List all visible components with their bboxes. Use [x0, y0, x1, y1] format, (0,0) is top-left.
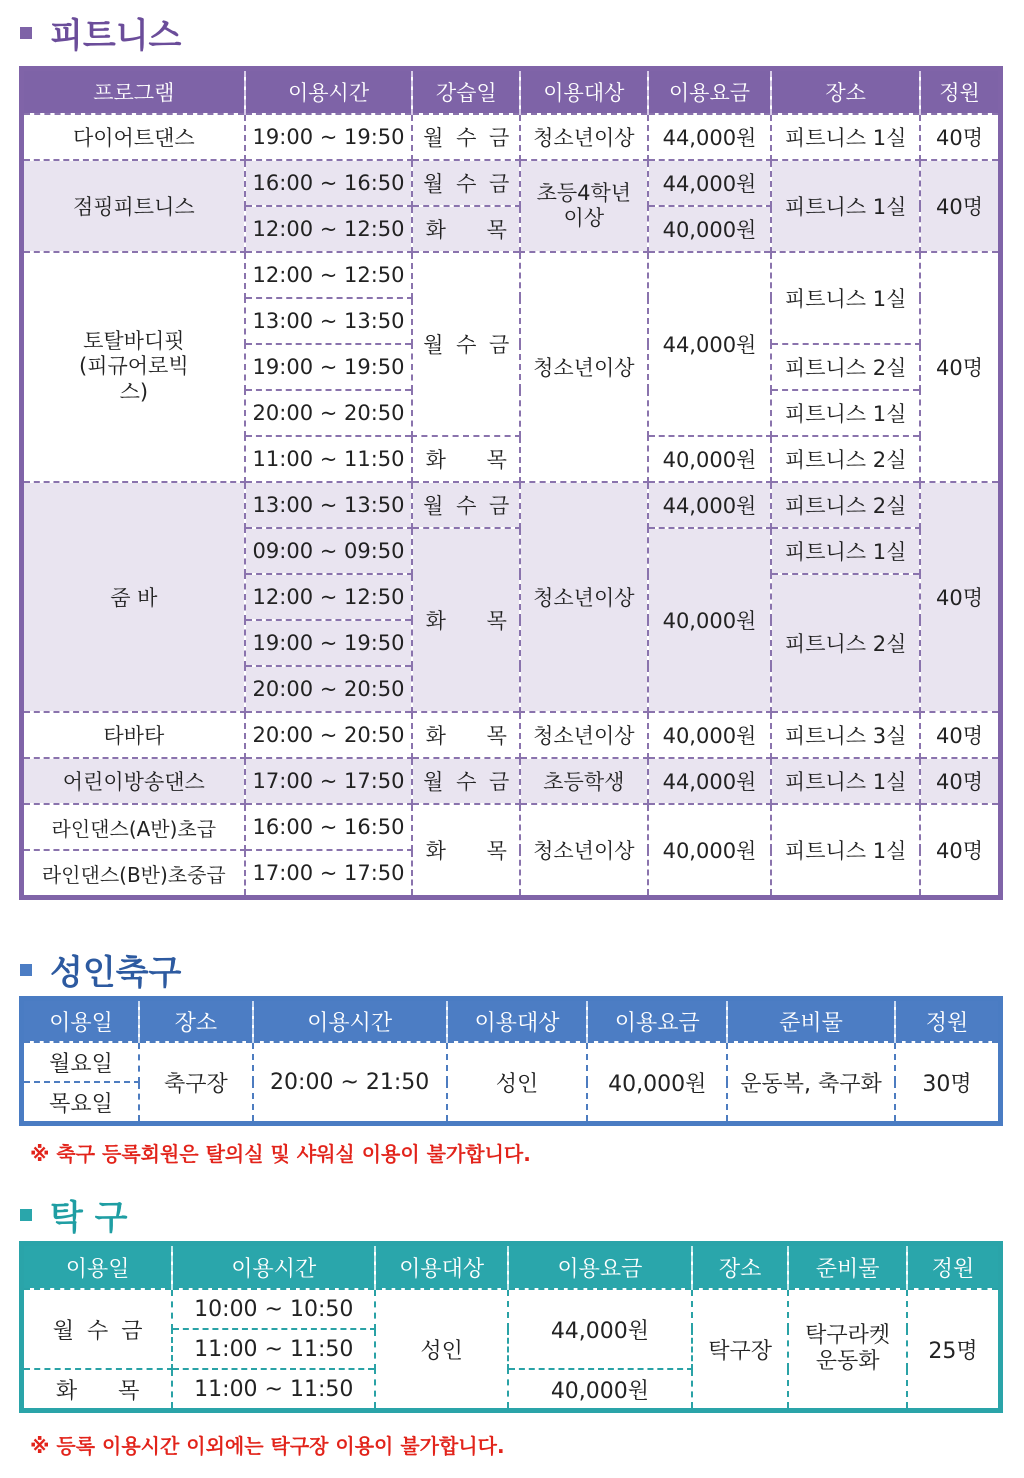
table-row	[22, 804, 1001, 850]
time-cell: 17:00 ~ 17:50	[245, 850, 413, 898]
day-cell: 화 목	[412, 712, 520, 758]
time-cell: 16:00 ~ 16:50	[245, 160, 413, 206]
square-bullet-icon	[20, 964, 32, 976]
fee-cell: 40,000원	[648, 528, 772, 712]
place-cell: 피트니스 2실	[771, 344, 920, 390]
day-cell: 월 수 금	[412, 160, 520, 206]
target-cell: 청소년이상	[520, 804, 648, 898]
place-cell: 피트니스 2실	[771, 574, 920, 712]
place-cell: 축구장	[139, 1042, 253, 1124]
place-cell: 피트니스 3실	[771, 712, 920, 758]
fee-cell: 40,000원	[508, 1369, 692, 1411]
target-cell: 성인	[375, 1289, 508, 1411]
header-time: 이용시간	[253, 999, 447, 1043]
target-cell: 초등학생	[520, 758, 648, 804]
football-title: 성인축구	[50, 953, 182, 993]
pingpong-header-row	[22, 1244, 1001, 1290]
fee-cell: 44,000원	[648, 160, 772, 206]
capacity-cell: 25명	[907, 1289, 1001, 1411]
time-cell: 16:00 ~ 16:50	[245, 804, 413, 850]
header-capacity: 정원	[895, 999, 1001, 1043]
target-cell: 청소년이상	[520, 712, 648, 758]
header-day: 강습일	[412, 69, 520, 115]
fee-cell: 44,000원	[648, 114, 772, 160]
header-items: 준비물	[727, 999, 895, 1043]
capacity-cell: 40명	[920, 804, 1000, 898]
target-cell: 청소년이상	[520, 482, 648, 712]
items-cell: 운동복, 축구화	[727, 1042, 895, 1124]
pingpong-note: ※ 등록 이용시간 이외에는 탁구장 이용이 불가합니다.	[30, 1434, 505, 1458]
header-place: 장소	[139, 999, 253, 1043]
program-cell: 어린이방송댄스	[22, 758, 245, 804]
square-bullet-icon	[20, 1209, 32, 1221]
header-target: 이용대상	[447, 999, 588, 1043]
header-fee: 이용요금	[508, 1244, 692, 1290]
header-time: 이용시간	[245, 69, 413, 115]
time-cell: 20:00 ~ 20:50	[245, 712, 413, 758]
program-cell: 토탈바디핏 (피규어로빅스)	[22, 252, 245, 482]
time-cell: 19:00 ~ 19:50	[245, 620, 413, 666]
day-cell: 월 수 금	[22, 1289, 173, 1369]
time-cell: 11:00 ~ 11:50	[172, 1329, 375, 1369]
header-fee: 이용요금	[648, 69, 772, 115]
time-cell: 13:00 ~ 13:50	[245, 482, 413, 528]
time-cell: 13:00 ~ 13:50	[245, 298, 413, 344]
time-cell: 20:00 ~ 21:50	[253, 1042, 447, 1124]
table-row	[22, 482, 1001, 528]
pingpong-table	[19, 1241, 1003, 1413]
fee-cell: 40,000원	[587, 1042, 727, 1124]
target-cell: 청소년이상	[520, 114, 648, 160]
program-cell: 타바타	[22, 712, 245, 758]
place-cell: 피트니스 2실	[771, 482, 920, 528]
fitness-header-row	[22, 69, 1001, 115]
capacity-cell: 40명	[920, 114, 1000, 160]
day-cell: 월 수 금	[412, 482, 520, 528]
day-cell: 목요일	[22, 1082, 140, 1124]
football-note: ※ 축구 등록회원은 탈의실 및 샤워실 이용이 불가합니다.	[30, 1142, 531, 1166]
time-cell: 11:00 ~ 11:50	[245, 436, 413, 482]
fee-cell: 44,000원	[648, 252, 772, 436]
time-cell: 09:00 ~ 09:50	[245, 528, 413, 574]
day-cell: 화 목	[22, 1369, 173, 1411]
program-cell: 다이어트댄스	[22, 114, 245, 160]
time-cell: 19:00 ~ 19:50	[245, 114, 413, 160]
target-cell: 성인	[447, 1042, 588, 1124]
program-cell: 점핑피트니스	[22, 160, 245, 252]
table-row	[22, 160, 1001, 206]
header-program: 프로그램	[22, 69, 245, 115]
place-cell: 피트니스 1실	[771, 758, 920, 804]
place-cell: 피트니스 2실	[771, 436, 920, 482]
place-cell: 피트니스 1실	[771, 528, 920, 574]
fee-cell: 40,000원	[648, 712, 772, 758]
time-cell: 12:00 ~ 12:50	[245, 206, 413, 252]
football-header-row	[22, 999, 1001, 1043]
fee-cell: 44,000원	[648, 758, 772, 804]
time-cell: 12:00 ~ 12:50	[245, 574, 413, 620]
day-cell: 화 목	[412, 528, 520, 712]
place-cell: 피트니스 1실	[771, 252, 920, 344]
day-cell: 월 수 금	[412, 252, 520, 436]
place-cell: 피트니스 1실	[771, 114, 920, 160]
time-cell: 20:00 ~ 20:50	[245, 390, 413, 436]
fitness-title: 피트니스	[50, 16, 182, 56]
day-cell: 화 목	[412, 436, 520, 482]
header-fee: 이용요금	[587, 999, 727, 1043]
table-row	[22, 114, 1001, 160]
place-cell: 피트니스 1실	[771, 804, 920, 898]
fee-cell: 40,000원	[648, 206, 772, 252]
header-capacity: 정원	[920, 69, 1000, 115]
target-cell: 청소년이상	[520, 252, 648, 482]
capacity-cell: 40명	[920, 252, 1000, 482]
fitness-section-title	[20, 8, 181, 57]
pingpong-section-title	[20, 1190, 128, 1239]
target-cell: 초등4학년 이상	[520, 160, 648, 252]
place-cell: 피트니스 1실	[771, 390, 920, 436]
capacity-cell: 30명	[895, 1042, 1001, 1124]
header-place: 장소	[692, 1244, 788, 1290]
header-place: 장소	[771, 69, 920, 115]
capacity-cell: 40명	[920, 160, 1000, 252]
square-bullet-icon	[20, 27, 32, 39]
day-cell: 화 목	[412, 206, 520, 252]
header-items: 준비물	[788, 1244, 907, 1290]
header-capacity: 정원	[907, 1244, 1001, 1290]
time-cell: 19:00 ~ 19:50	[245, 344, 413, 390]
day-cell: 월 수 금	[412, 114, 520, 160]
header-target: 이용대상	[520, 69, 648, 115]
capacity-cell: 40명	[920, 758, 1000, 804]
day-cell: 월 수 금	[412, 758, 520, 804]
table-row	[22, 1042, 1001, 1082]
time-cell: 10:00 ~ 10:50	[172, 1289, 375, 1329]
pingpong-title: 탁 구	[50, 1198, 128, 1238]
table-row	[22, 252, 1001, 298]
time-cell: 17:00 ~ 17:50	[245, 758, 413, 804]
table-row	[22, 1289, 1001, 1329]
fee-cell: 40,000원	[648, 804, 772, 898]
header-day: 이용일	[22, 1244, 173, 1290]
time-cell: 20:00 ~ 20:50	[245, 666, 413, 712]
header-time: 이용시간	[172, 1244, 375, 1290]
time-cell: 11:00 ~ 11:50	[172, 1369, 375, 1411]
football-table	[19, 996, 1003, 1126]
day-cell: 월요일	[22, 1042, 140, 1082]
football-section-title	[20, 945, 181, 994]
fitness-table	[19, 66, 1003, 900]
place-cell: 피트니스 1실	[771, 160, 920, 252]
fee-cell: 40,000원	[648, 436, 772, 482]
capacity-cell: 40명	[920, 482, 1000, 712]
header-day: 이용일	[22, 999, 140, 1043]
program-cell: 라인댄스(A반)초급	[22, 804, 245, 850]
place-cell: 탁구장	[692, 1289, 788, 1411]
table-row	[22, 758, 1001, 804]
items-cell: 탁구라켓 운동화	[788, 1289, 907, 1411]
day-cell: 화 목	[412, 804, 520, 898]
program-cell: 라인댄스(B반)초중급	[22, 850, 245, 898]
fee-cell: 44,000원	[508, 1289, 692, 1369]
program-cell: 줌 바	[22, 482, 245, 712]
capacity-cell: 40명	[920, 712, 1000, 758]
header-target: 이용대상	[375, 1244, 508, 1290]
fee-cell: 44,000원	[648, 482, 772, 528]
table-row	[22, 712, 1001, 758]
time-cell: 12:00 ~ 12:50	[245, 252, 413, 298]
